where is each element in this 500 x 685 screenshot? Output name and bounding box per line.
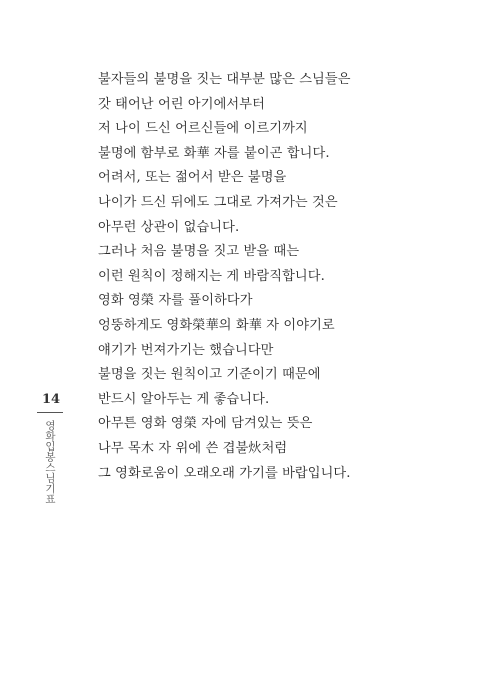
text-line: 반드시 알아두는 게 좋습니다.	[98, 391, 270, 407]
text-line: 그러나 처음 불명을 짓고 받을 때는	[98, 244, 300, 260]
text-line: 나이가 드신 뒤에도 그대로 가져가는 것은	[98, 194, 338, 210]
text-line: 갓 태어난 어린 아기에서부터	[98, 96, 265, 112]
text-line: 엉뚱하게도 영화榮華의 화華 자 이야기로	[98, 317, 335, 333]
text-line: 불명에 함부로 화華 자를 붙이곤 합니다.	[98, 145, 330, 161]
text-line: 불명을 짓는 원칙이고 기준이기 때문에	[98, 367, 321, 383]
text-line: 영화 영榮 자를 풀이하다가	[98, 293, 253, 309]
text-line: 나무 목木 자 위에 쓴 겹불炏처럼	[98, 440, 288, 456]
body-text	[98, 68, 478, 486]
text-line: 아무튼 영화 영榮 자에 담겨있는 뜻은	[98, 416, 313, 432]
text-line: 어려서, 또는 젊어서 받은 불명을	[98, 170, 287, 186]
running-title: 영화입봉스님기표	[44, 420, 56, 504]
text-line: 저 나이 드신 어르신들에 이르기까지	[98, 121, 308, 137]
folio-divider	[37, 412, 63, 413]
page-number: 14	[41, 392, 61, 407]
text-line: 아무런 상관이 없습니다.	[98, 219, 240, 235]
text-line: 얘기가 번져가기는 했습니다만	[98, 342, 274, 358]
text-line: 그 영화로움이 오래오래 가기를 바랍입니다.	[98, 465, 351, 481]
text-line: 불자들의 불명을 짓는 대부분 많은 스님들은	[98, 72, 351, 87]
text-line: 이런 원칙이 정해지는 게 바람직합니다.	[98, 268, 325, 284]
